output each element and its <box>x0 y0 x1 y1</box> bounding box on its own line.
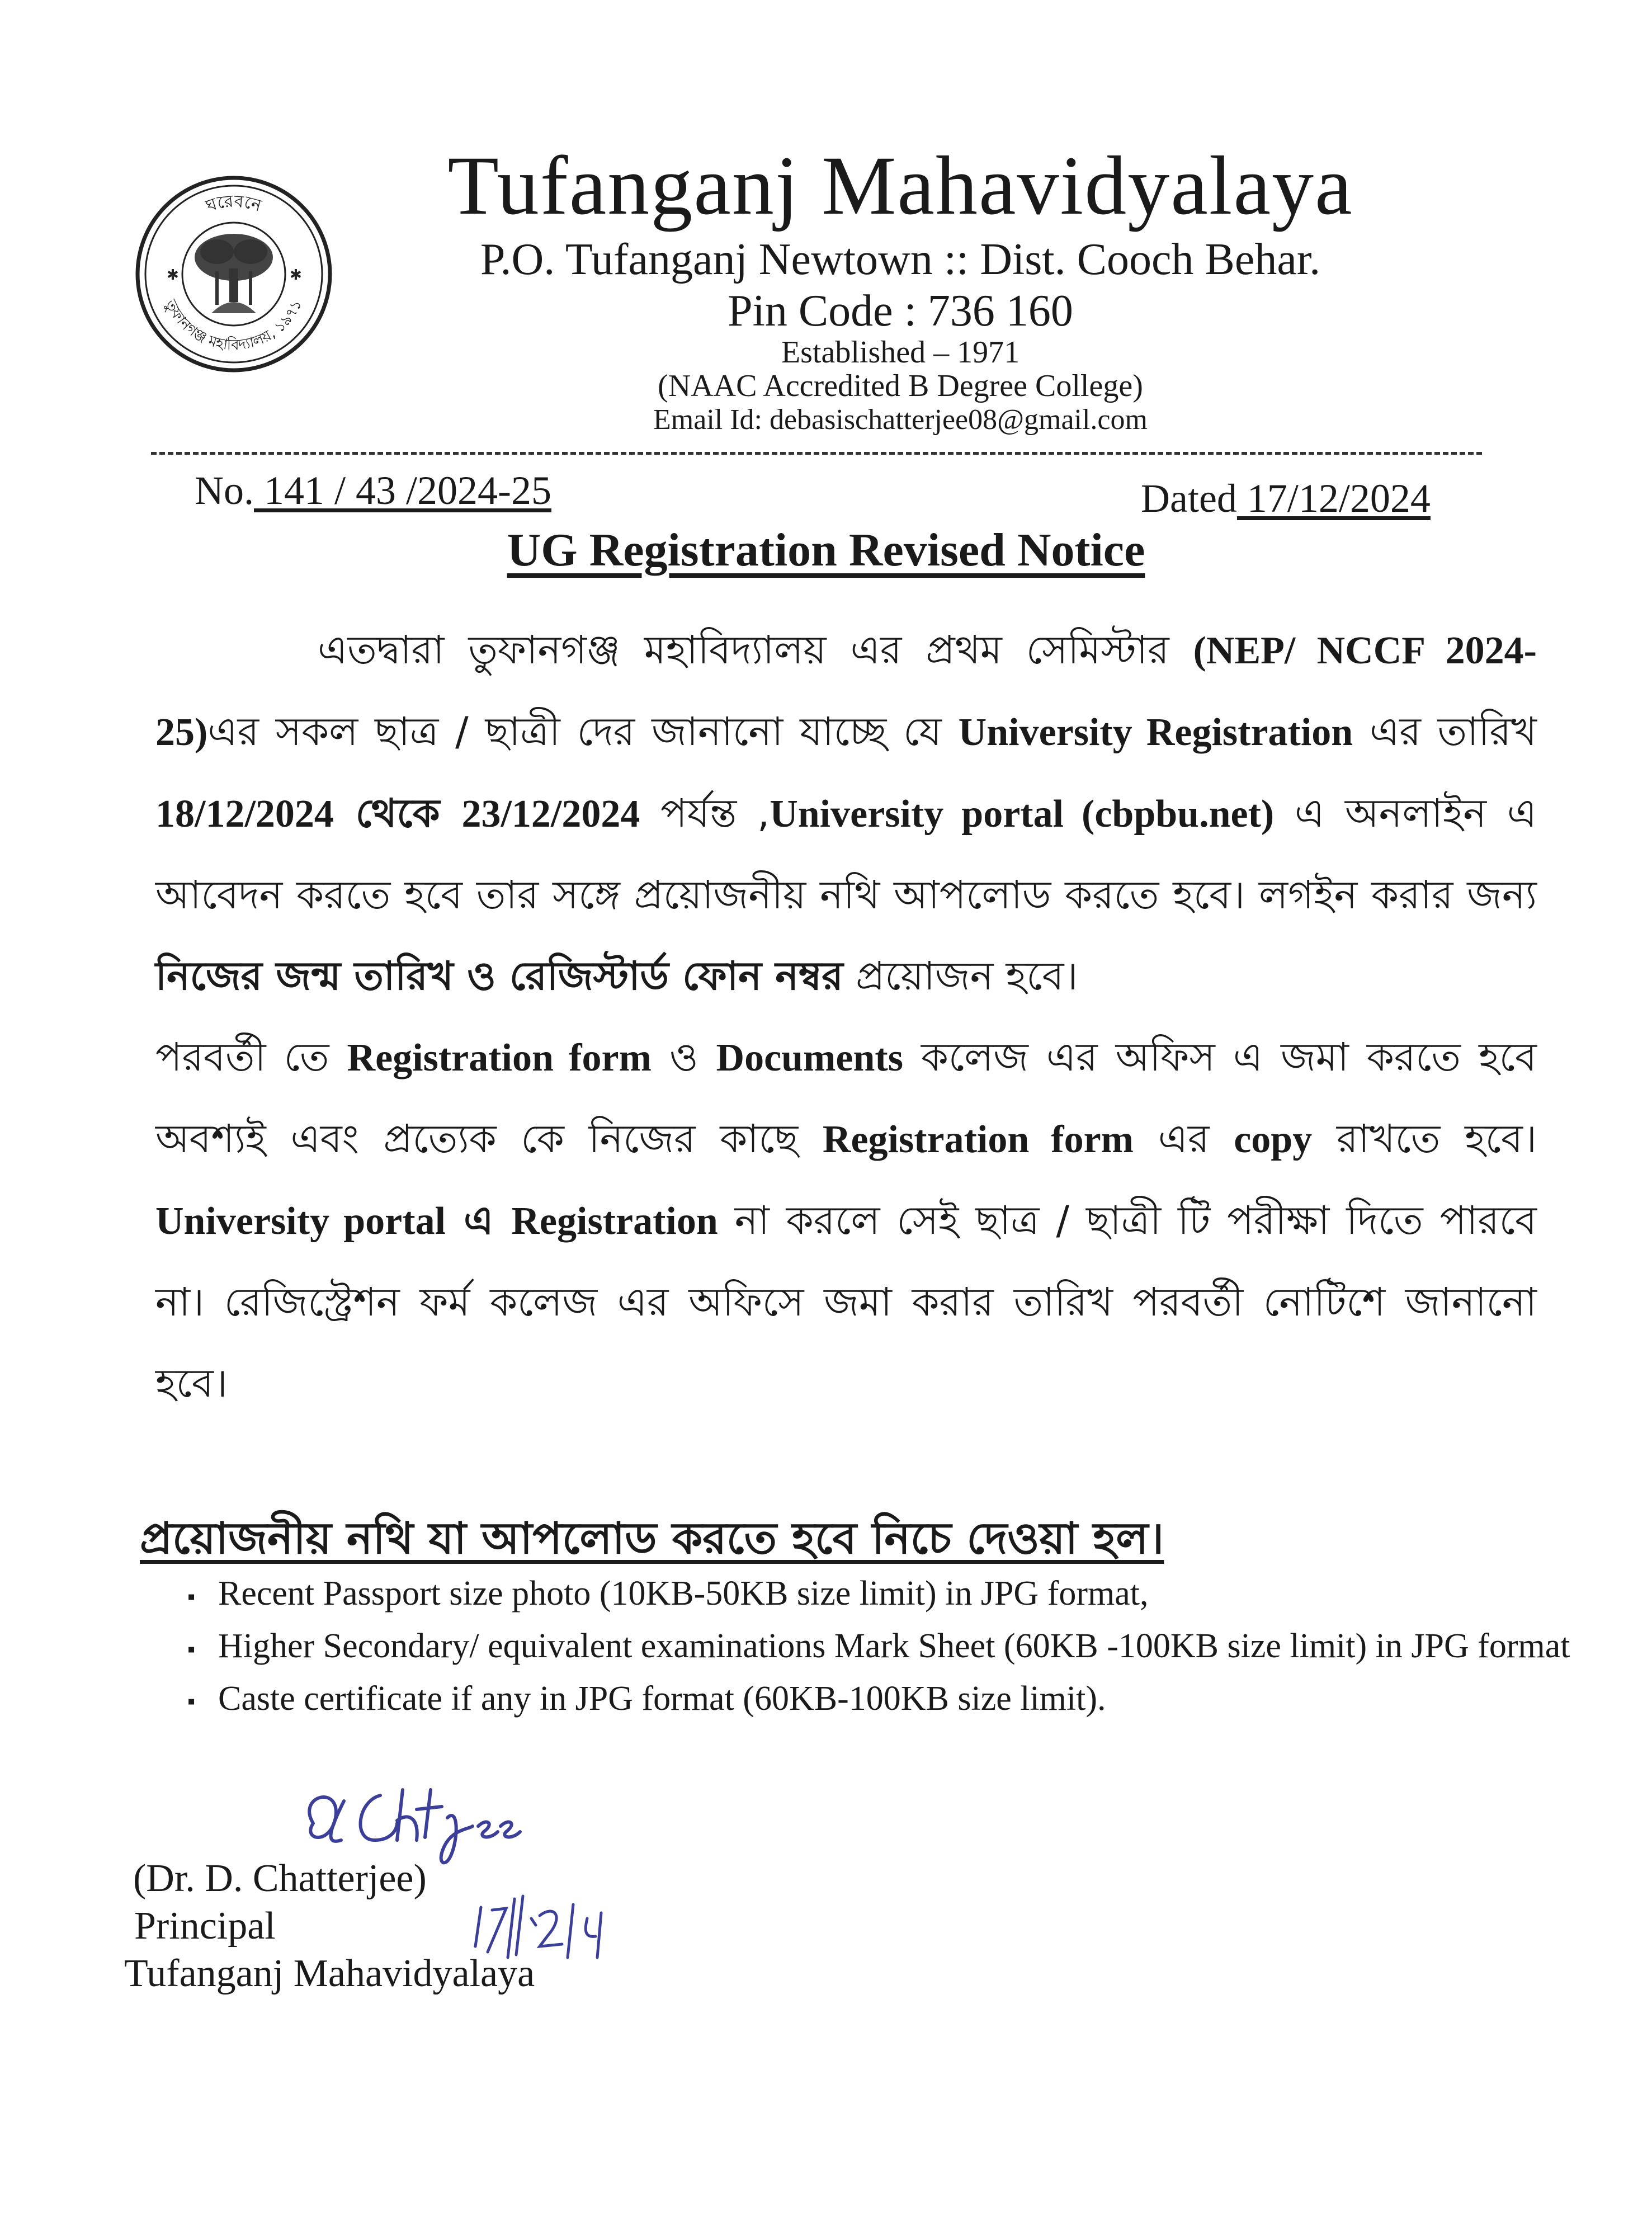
text-run: রাখতে হবে। <box>1312 1116 1537 1162</box>
notice-date-label: Dated <box>1141 476 1237 521</box>
college-seal-logo <box>133 173 334 375</box>
text-run: পর্যন্ত , <box>640 790 770 836</box>
text-run: Registration form <box>822 1118 1134 1161</box>
signatory-institution: Tufanganj Mahavidyalaya <box>124 1952 535 1995</box>
reference-number <box>195 469 551 513</box>
text-run: University portal (cbpbu.net) <box>770 793 1275 836</box>
seal-bottom-text: তুফানগঞ্জ মহাবিদ্যালয়, ১৯৭১ <box>162 297 306 354</box>
bullet-icon: ▪ <box>187 1636 196 1662</box>
text-run: এ অনলাইন এ আবেদন করতে হবে তার সঙ্গে প্রয়োজনীয় নথি আপলোড করতে হবে। লগইন করার জন্য <box>155 790 1537 918</box>
list-item <box>187 1621 1574 1674</box>
text-run: এ <box>446 1197 512 1243</box>
seal-top-text: ঘরেবনে <box>203 191 264 216</box>
text-run: Documents <box>716 1036 903 1079</box>
text-run: এর সকল ছাত্র / ছাত্রী দের জানানো যাচ্ছে যে <box>207 709 959 755</box>
notice-paragraph-1 <box>155 610 1537 1017</box>
reference-number-value: 141 / 43 /2024-25 <box>254 468 551 513</box>
reference-number-label: No. <box>195 468 254 513</box>
text-run: University portal <box>155 1200 446 1243</box>
notice-heading: UG Registration Revised Notice <box>507 524 1145 576</box>
text-run: নিজের জন্ম তারিখ ও রেজিস্টার্ড ফোন নম্বর <box>155 953 843 999</box>
text-run: এর <box>1133 1116 1234 1162</box>
established-year: Established – 1971 <box>781 335 1020 370</box>
college-address: P.O. Tufanganj Newtown :: Dist. Cooch Behar. <box>480 235 1321 284</box>
bullet-icon: ▪ <box>187 1583 196 1609</box>
text-run: এতদ্বারা তুফানগঞ্জ মহাবিদ্যালয় এর প্রথম সেমিস্টার <box>318 627 1193 673</box>
college-name: Tufanganj Mahavidyalaya <box>447 139 1353 232</box>
college-email: Email Id: debasischatterjee08@gmail.com <box>653 404 1148 436</box>
text-run: প্রয়োজন হবে। <box>843 953 1078 999</box>
text-run: (NEP/ NCCF 2024-25) <box>155 629 1537 754</box>
notice-date-value: 17/12/2024 <box>1236 476 1431 521</box>
required-documents-list <box>187 1569 1574 1726</box>
svg-text:ঘরেবনে <box>203 191 264 216</box>
svg-text:✱: ✱ <box>167 267 179 284</box>
list-item-text: Higher Secondary/ equivalent examinations Mark Sheet (60KB -100KB size limit) in JPG format <box>218 1626 1570 1665</box>
text-run: না করলে সেই ছাত্র / ছাত্রী টি পরীক্ষা দিতে পারবে না। রেজিস্ট্রেশন ফর্ম কলেজ এর অফিসে জমা করার তারিখ পরবর্তী নোটিশে জানানো হবে। <box>155 1197 1537 1406</box>
text-run: 18/12/2024 <box>155 793 334 836</box>
text-run: Registration form <box>347 1036 652 1079</box>
notice-body <box>155 610 1537 1424</box>
text-run: কলেজ এর অফিস এ জমা করতে হবে অবশ্যই এবং প্রত্যেক কে নিজের কাছে <box>155 1034 1537 1162</box>
list-item <box>187 1674 1574 1727</box>
required-documents-title: প্রয়োজনীয় নথি যা আপলোড করতে হবে নিচে দেওয়া হল। <box>140 1514 1164 1564</box>
list-item <box>187 1569 1574 1621</box>
list-item-text: Caste certificate if any in JPG format (60KB-100KB size limit). <box>218 1679 1106 1718</box>
text-run: এর তারিখ <box>1353 709 1537 755</box>
text-run: copy <box>1234 1118 1313 1161</box>
svg-text:✱: ✱ <box>290 267 302 284</box>
text-run: পরবর্তী তে <box>155 1034 347 1080</box>
signatory-role: Principal <box>134 1904 276 1948</box>
text-run: ও <box>651 1034 716 1080</box>
text-run: Registration <box>511 1200 718 1243</box>
list-item-text: Recent Passport size photo (10KB-50KB size limit) in JPG format, <box>218 1574 1149 1613</box>
text-run: থেকে <box>333 790 462 836</box>
signatory-name: (Dr. D. Chatterjee) <box>133 1857 427 1900</box>
header-divider <box>151 452 1482 455</box>
notice-date <box>1141 477 1431 521</box>
accreditation: (NAAC Accredited B Degree College) <box>658 369 1143 403</box>
text-run: 23/12/2024 <box>461 793 640 836</box>
text-run: University Registration <box>958 711 1353 754</box>
bullet-icon: ▪ <box>187 1689 196 1714</box>
notice-paragraph-2 <box>155 1017 1537 1424</box>
pin-code: Pin Code : 736 160 <box>728 286 1073 336</box>
